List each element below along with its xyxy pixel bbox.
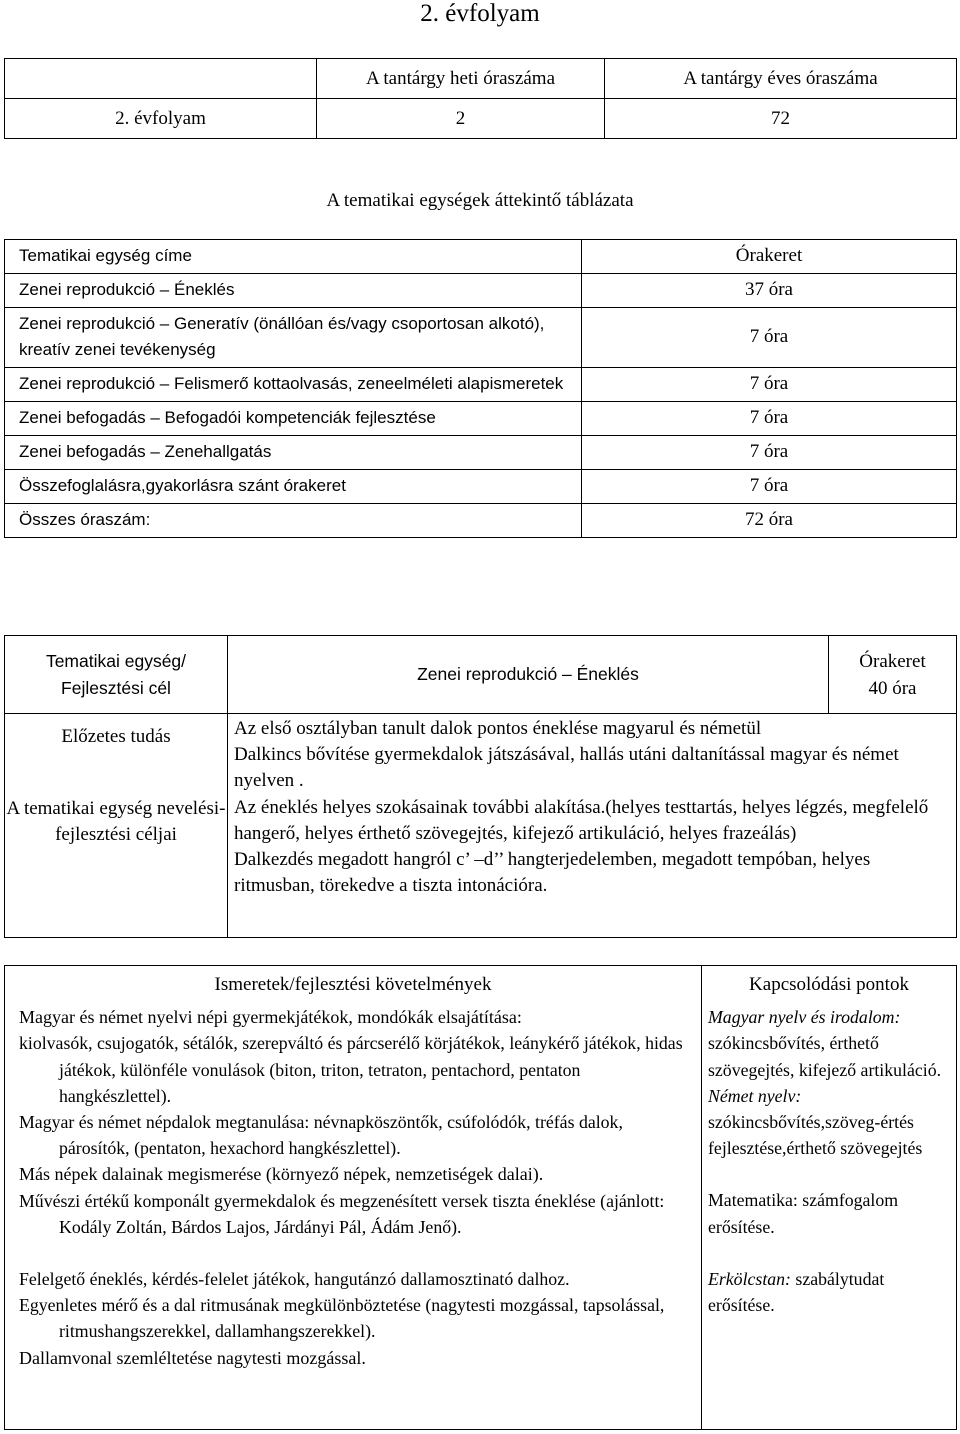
overview-row-hours: 7 óra bbox=[582, 402, 957, 436]
prior-goals-labels bbox=[5, 714, 228, 938]
overview-row-hours: 37 óra bbox=[582, 274, 957, 308]
overview-table bbox=[4, 239, 957, 538]
goals-item: Az éneklés helyes szokásainak további alakítása.(helyes testtartás, helyes légzés, megfelelő hangerő, helyes érthető szövegejtés, kifejező artikuláció, helyes frazeálás) bbox=[234, 796, 929, 844]
connection-subject-de: Német nyelv: bbox=[708, 1085, 802, 1106]
overview-row-title: Összefoglalásra,gyakorlásra szánt órakeret bbox=[5, 470, 582, 504]
requirements-header: Ismeretek/fejlesztési követelmények bbox=[214, 974, 492, 995]
requirements-cell bbox=[5, 966, 702, 1430]
requirement-gap bbox=[19, 1240, 691, 1266]
yearly-hours-header: A tantárgy éves óraszáma bbox=[605, 59, 957, 99]
total-hours: 72 óra bbox=[582, 504, 957, 538]
requirement-item: Egyenletes mérő és a dal ritmusának megkülönböztetése (nagytesti mozgással, tapsolással, ritmushangszerekkel, dallamhangszerekkel). bbox=[19, 1295, 665, 1342]
unit-header-label bbox=[5, 636, 228, 714]
requirement-item: Más népek dalainak megismerése (környező népek, nemzetiségek dalai). bbox=[19, 1164, 544, 1185]
connections-list bbox=[702, 1002, 956, 1318]
unit-title-cell bbox=[228, 636, 829, 714]
connection-subject-ethics: Erkölcstan: bbox=[708, 1268, 791, 1289]
unit-title: Zenei reprodukció – Éneklés bbox=[417, 663, 639, 684]
grade-label: 2. évfolyam bbox=[5, 99, 317, 139]
page-title: 2. évfolyam bbox=[420, 0, 540, 27]
unit-hours-cell bbox=[829, 636, 957, 714]
requirement-item: kiolvasók, csujogatók, sétálók, szerepváltó és párcserélő körjátékok, leánykérő játékok, hidas játékok, különféle vonulások (biton, triton, tetraton, pentachord, pentaton hangkészlettel). bbox=[19, 1033, 683, 1106]
requirement-item: Művészi értékű komponált gyermekdalok és megzenésített versek tiszta éneklése (ajánlott: Kodály Zoltán, Bárdos Lajos, Járdányi Pál, Ádám Jenő). bbox=[19, 1190, 665, 1237]
empty-cell bbox=[5, 59, 317, 99]
overview-row-hours: 7 óra bbox=[582, 436, 957, 470]
goals-item: Dalkincs bővítése gyermekdalok játszásával, hallás utáni daltanítással magyar és német nyelven . bbox=[234, 744, 899, 792]
overview-row-hours: 7 óra bbox=[582, 368, 957, 402]
connections-cell bbox=[702, 966, 957, 1430]
weekly-hours-value: 2 bbox=[317, 99, 605, 139]
hours-table bbox=[4, 58, 957, 139]
goals-label: A tematikai egység nevelési-fejlesztési céljai bbox=[6, 798, 226, 845]
goals-text-cell bbox=[228, 714, 957, 938]
prior-knowledge-label: Előzetes tudás bbox=[61, 726, 171, 747]
overview-row-title: Zenei reprodukció – Generatív (önállóan és/vagy csoportosan alkotó), kreatív zenei tevékenység bbox=[5, 308, 582, 368]
overview-row-title: Zenei befogadás – Befogadói kompetenciák fejlesztése bbox=[5, 402, 582, 436]
unit-header-text: Tematikai egység/ Fejlesztési cél bbox=[45, 650, 187, 698]
requirements-list bbox=[5, 1002, 701, 1371]
overview-row-title: Zenei reprodukció – Éneklés bbox=[5, 274, 582, 308]
connection-ethics bbox=[708, 1266, 950, 1318]
total-label: Összes óraszám: bbox=[5, 504, 582, 538]
requirement-item: Felelgető éneklés, kérdés-felelet játékok, hangutánzó dallamosztinató dalhoz. bbox=[19, 1269, 570, 1290]
connection-text-math: Matematika: számfogalom erősítése. bbox=[708, 1190, 899, 1237]
connection-text-ethics: szabálytudat erősítése. bbox=[708, 1268, 885, 1316]
requirement-item: Magyar és német népdalok megtanulása: névnapköszöntők, csúfolódók, tréfás dalok, párosítók, (pentaton, hexachord hangkészlettel). bbox=[19, 1112, 623, 1159]
prior-knowledge-text: Az első osztályban tanult dalok pontos éneklése magyarul és németül bbox=[234, 718, 762, 739]
overview-row-hours: 7 óra bbox=[582, 470, 957, 504]
goals-item: Dalkezdés megadott hangról c’ –d’’ hangterjedelemben, megadott tempóban, helyes ritmusban, törekedve a tiszta intonációra. bbox=[234, 849, 871, 897]
unit-title-header: Tematikai egység címe bbox=[5, 240, 582, 274]
yearly-hours-value: 72 bbox=[605, 99, 957, 139]
connection-text-hu: szókincsbővítés, érthető szövegejtés, kifejező artikuláció. bbox=[708, 1033, 942, 1080]
connections-header: Kapcsolódási pontok bbox=[749, 974, 909, 995]
overview-row-hours: 7 óra bbox=[582, 308, 957, 368]
connection-subject-hu: Magyar nyelv és irodalom: bbox=[708, 1007, 901, 1028]
unit-hours-label: Órakeret bbox=[859, 650, 926, 672]
overview-row-title: Zenei befogadás – Zenehallgatás bbox=[5, 436, 582, 470]
connection-text-de: szókincsbővítés,szöveg-értés fejlesztése,érthető szövegejtés bbox=[708, 1112, 923, 1159]
hours-header: Órakeret bbox=[582, 240, 957, 274]
requirements-table bbox=[4, 965, 957, 1430]
weekly-hours-header: A tantárgy heti óraszáma bbox=[317, 59, 605, 99]
requirement-item: Magyar és német nyelvi népi gyermekjátékok, mondókák elsajátítása: bbox=[19, 1007, 522, 1028]
unit-table bbox=[4, 635, 957, 938]
overview-title: A tematikai egységek áttekintő táblázata bbox=[326, 190, 634, 211]
overview-row-title: Zenei reprodukció – Felismerő kottaolvasás, zeneelméleti alapismeretek bbox=[5, 368, 582, 402]
requirement-item: Dallamvonal szemléltetése nagytesti mozgással. bbox=[19, 1347, 366, 1368]
unit-hours-value: 40 óra bbox=[868, 677, 917, 699]
